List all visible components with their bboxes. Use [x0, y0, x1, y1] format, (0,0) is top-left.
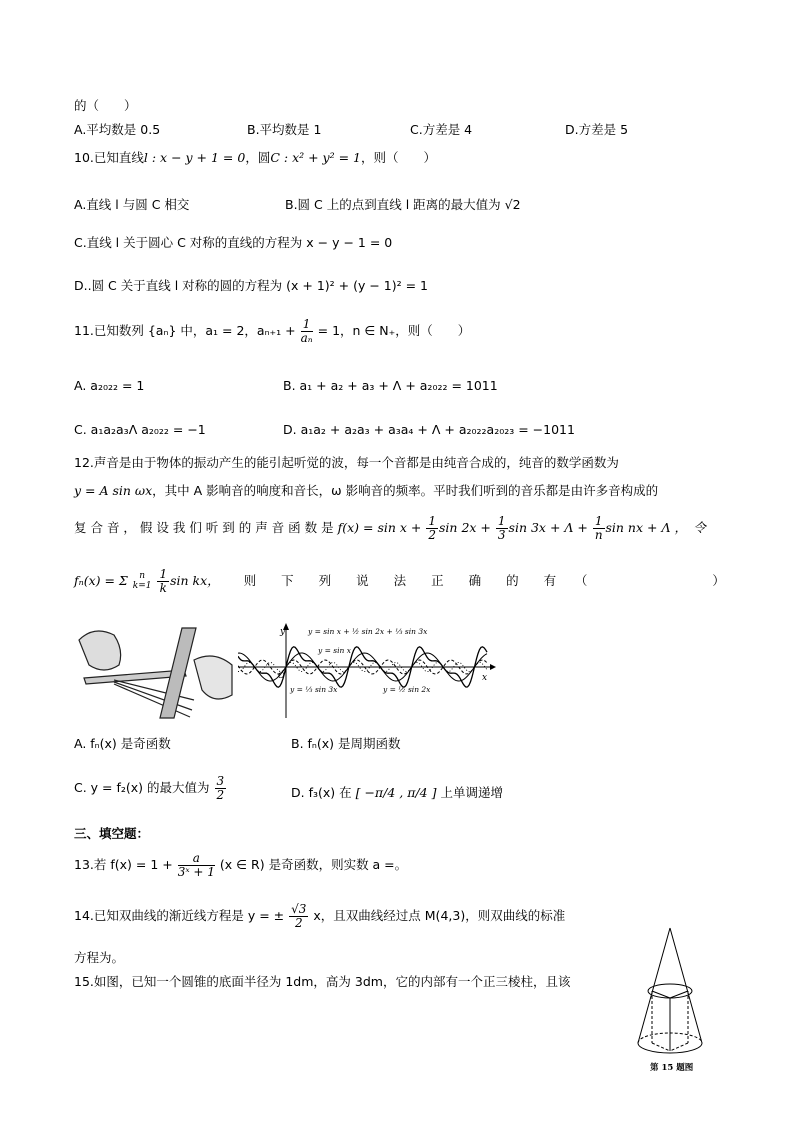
q14-line-2: 方程为。 [74, 950, 125, 965]
q11-frac-den: aₙ [300, 331, 313, 346]
q14-den: 2 [294, 916, 303, 931]
q12-frac-3-den: n [594, 528, 603, 543]
q12-option-d-text: D. f₃(x) 在 [291, 785, 352, 800]
q9-option-d: D.方差是 5 [565, 122, 629, 137]
q12-frac-4-den: k [159, 581, 167, 596]
q12-option-c [74, 775, 227, 802]
q12-frac-2-num: 1 [497, 514, 506, 528]
q12-line-1: 12.声音是由于物体的振动产生的能引起听觉的波，每一个音都是由纯音合成的，纯音的数学函数为 [74, 455, 619, 470]
q12-sinkx: sin kx， [170, 573, 220, 589]
q12-frac-2-den: 3 [497, 528, 506, 543]
q11-option-a: A. a₂₀₂₂ = 1 [74, 378, 145, 393]
q10-stem [74, 150, 436, 165]
graph-sin2x-label: y = ½ sin 2x [383, 685, 431, 694]
graph-origin-label: O [278, 671, 285, 680]
q12-frac-2 [496, 515, 508, 542]
q12-term-2: sin 2x + [439, 520, 491, 536]
q12-line-3 [74, 515, 706, 542]
q14-pre: 14.已知双曲线的渐近线方程是 y = ± [74, 908, 285, 924]
q10-stem-post: ，则（ ） [361, 150, 437, 165]
q12-frac-3-num: 1 [594, 514, 603, 528]
q12-option-c-fraction [215, 775, 227, 802]
q12-option-c-text: C. y = f₂(x) 的最大值为 [74, 780, 210, 796]
q12-pure-tone-eq: y = A sin ωx [74, 483, 153, 498]
q12-line-4 [74, 568, 725, 595]
q12-option-b: B. fₙ(x) 是周期函数 [291, 736, 401, 751]
q9-option-a: A.平均数是 0.5 [74, 122, 161, 137]
q12-option-a: A. fₙ(x) 是奇函数 [74, 736, 171, 751]
q12-option-c-den: 2 [216, 788, 225, 803]
q10-stem-mid: ，圆 [245, 150, 271, 165]
q9-option-c: C.方差是 4 [410, 122, 473, 137]
vibrating-ruler-illustration [74, 620, 234, 720]
q15-stem: 15.如图，已知一个圆锥的底面半径为 1dm，高为 3dm，它的内部有一个正三棱柱，且该 [74, 974, 571, 989]
q9-option-b: B.平均数是 1 [247, 122, 322, 137]
q12-fx-def: f(x) = sin x + [337, 520, 422, 536]
graph-sum-label: y = sin x + ½ sin 2x + ⅓ sin 3x [308, 627, 428, 636]
q14-post: x，且双曲线经过点 M(4,3)，则双曲线的标准 [313, 908, 566, 924]
q12-option-d-post: 上单调递增 [440, 785, 503, 800]
section-fill-in-heading: 三、填空题： [74, 826, 150, 841]
q12-frac-4 [157, 568, 169, 595]
q10-line-eq: l : x − y + 1 = 0 [143, 150, 246, 165]
q13-num: a [178, 852, 215, 866]
cone-figure-caption: 第 15 题图 [650, 1063, 694, 1073]
graph-y-label: y [280, 627, 286, 637]
q13-den: 3ˣ + 1 [177, 865, 215, 880]
q12-line-4-text: 则 下 列 说 法 正 确 的 有 （ ） [243, 573, 725, 589]
q11-option-c: C. a₁a₂a₃Λ a₂₀₂₂ = −1 [74, 422, 206, 437]
q12-frac-1-den: 2 [428, 528, 437, 543]
q12-frac-1 [426, 515, 438, 542]
q12-fn-def: fₙ(x) = Σ [74, 573, 128, 589]
q14-num: √3 [291, 902, 307, 916]
q12-option-c-num: 3 [216, 774, 225, 788]
q10-option-a: A.直线 l 与圆 C 相交 [74, 197, 190, 212]
q11-fraction [301, 318, 313, 345]
q9-stem-tail: 的（ ） [74, 98, 137, 113]
sound-wave-graph [238, 620, 498, 720]
q13-fraction [178, 852, 215, 879]
q11-option-d: D. a₁a₂ + a₂a₃ + a₃a₄ + Λ + a₂₀₂₂a₂₀₂₃ = −1011 [283, 422, 575, 437]
q11-stem-post: = 1，n ∈ N₊，则（ ） [317, 323, 471, 339]
q12-frac-3 [593, 515, 605, 542]
q10-option-c: C.直线 l 关于圆心 C 对称的直线的方程为 x − y − 1 = 0 [74, 235, 393, 250]
cone-prism-figure [630, 925, 710, 1075]
q11-frac-num: 1 [301, 318, 313, 332]
q12-line-3-pre: 复 合 音 ， 假 设 我 们 听 到 的 声 音 函 数 是 [74, 520, 334, 536]
q13-pre: 13.若 f(x) = 1 + [74, 857, 173, 873]
q12-term-3: sin 3x + Λ + [508, 520, 588, 536]
q12-sum-bottom: k=1 [132, 580, 152, 591]
q11-stem-pre: 11.已知数列 {aₙ} 中，a₁ = 2，aₙ₊₁ + [74, 323, 296, 339]
q10-stem-pre: 10.已知直线 [74, 150, 144, 165]
q12-sum-limits [133, 572, 152, 592]
q10-option-b: B.圆 C 上的点到直线 l 距离的最大值为 √2 [285, 197, 521, 212]
x-axis-arrow-icon [490, 664, 496, 670]
q12-sum-top: n [139, 570, 146, 581]
q12-term-n: sin nx + Λ ， 令 [605, 520, 706, 536]
q11-stem [74, 318, 470, 345]
q14-fraction [289, 903, 308, 930]
q12-option-d [291, 783, 503, 801]
q12-line-2-text: ，其中 A 影响音的响度和音长，ω 影响音的频率。平时我们听到的音乐都是由许多音构成的 [152, 483, 659, 498]
q12-frac-1-num: 1 [428, 514, 437, 528]
q10-circle-eq: C : x² + y² = 1 [270, 150, 361, 165]
q11-option-b: B. a₁ + a₂ + a₃ + Λ + a₂₀₂₂ = 1011 [283, 378, 498, 393]
q14-stem [74, 903, 565, 930]
q13-stem [74, 852, 407, 879]
q12-frac-4-num: 1 [159, 567, 168, 581]
q13-post: (x ∈ R) 是奇函数，则实数 a =。 [219, 857, 408, 873]
graph-x-label: x [482, 673, 488, 683]
q10-option-d: D..圆 C 关于直线 l 对称的圆的方程为 (x + 1)² + (y − 1)² = 1 [74, 278, 429, 293]
q12-line-2 [74, 483, 658, 498]
graph-sinx-label: y = sin x [318, 646, 351, 655]
graph-sin3x-label: y = ⅓ sin 3x [290, 685, 338, 694]
q12-option-d-interval: [ −π/4 , π/4 ] [355, 785, 437, 800]
